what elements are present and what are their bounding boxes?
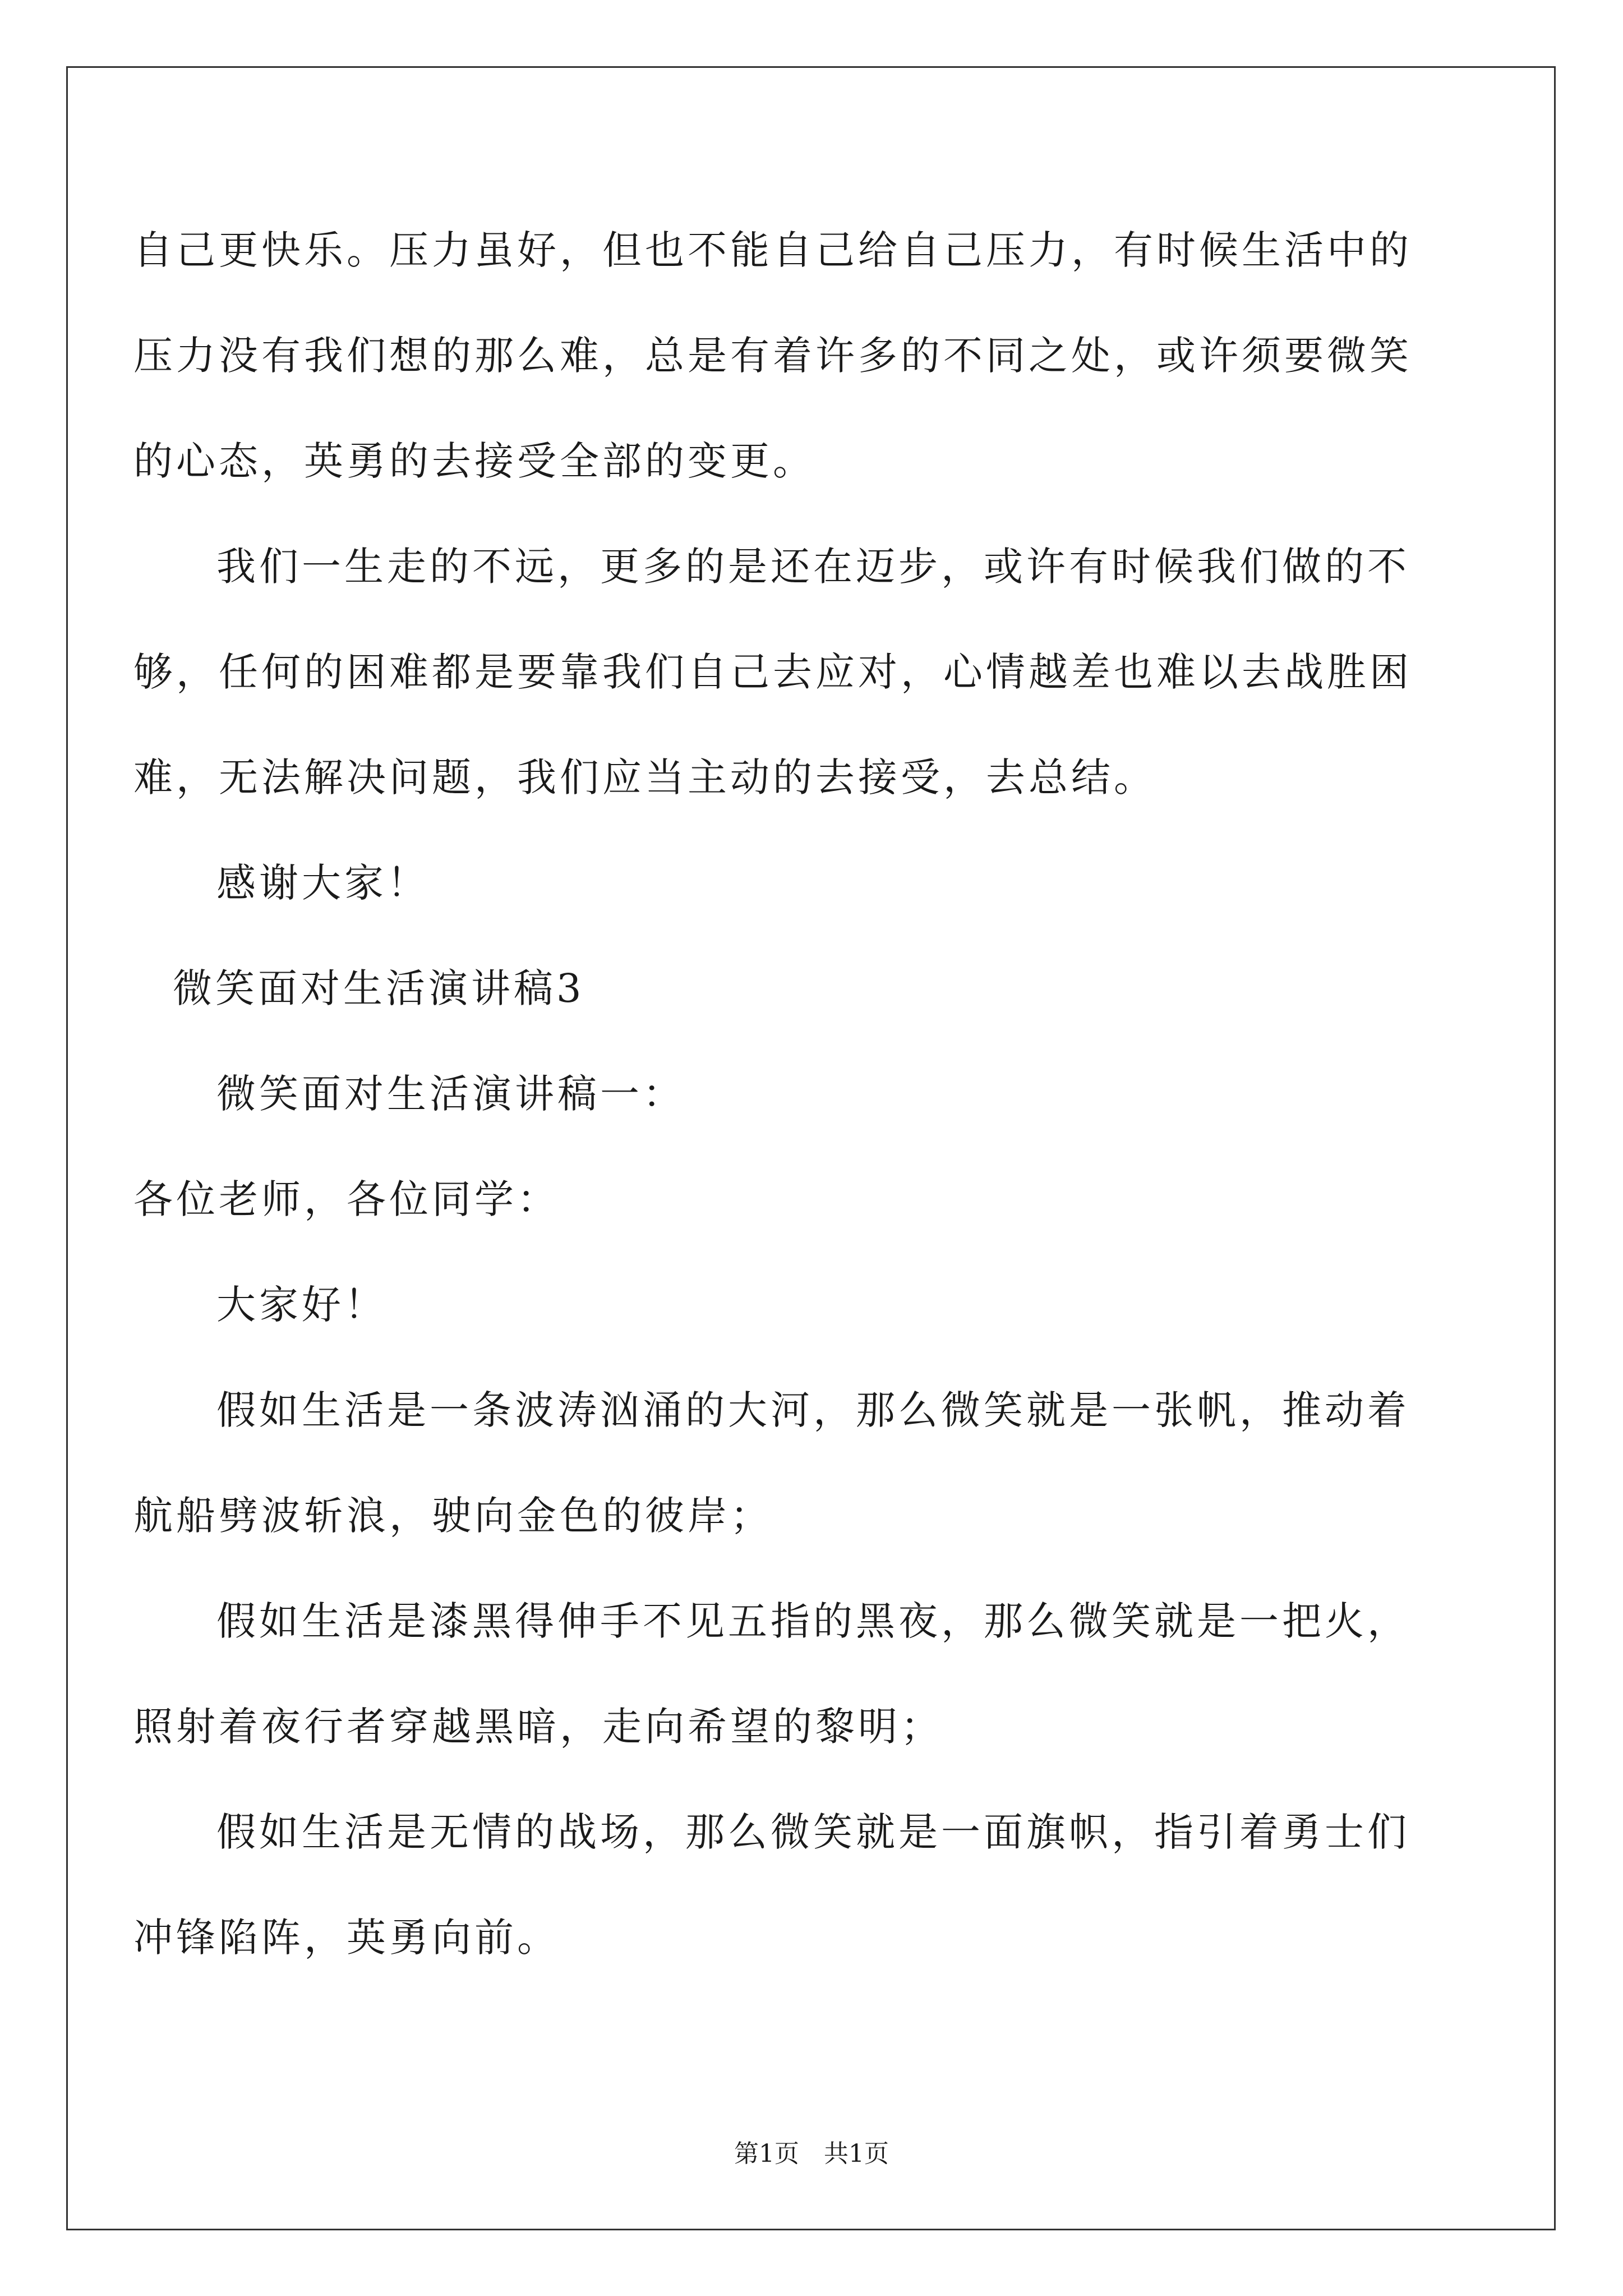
text-line: 难，无法解决问题，我们应当主动的去接受，去总结。	[133, 754, 1156, 800]
text-line: 感谢大家！	[216, 860, 430, 906]
page-number: 第1页 共1页	[734, 2139, 889, 2168]
text-line: 我们一生走的不远，更多的是还在迈步，或许有时候我们做的不	[216, 544, 1410, 590]
text-line: 航船劈波斩浪，驶向金色的彼岸；	[133, 1493, 773, 1539]
text-line: 冲锋陷阵，英勇向前。	[133, 1915, 560, 1961]
section-heading: 微笑面对生活演讲稿3	[173, 965, 585, 1011]
text-line: 够，任何的困难都是要靠我们自己去应对，心情越差也难以去战胜困	[133, 649, 1412, 695]
text-line: 微笑面对生活演讲稿一：	[216, 1071, 685, 1117]
text-line: 假如生活是漆黑得伸手不见五指的黑夜，那么微笑就是一把火，	[216, 1598, 1410, 1644]
text-line: 假如生活是一条波涛汹涌的大河，那么微笑就是一张帆，推动着	[216, 1387, 1410, 1433]
text-line: 压力没有我们想的那么难，总是有着许多的不同之处，或许须要微笑	[133, 333, 1412, 379]
salutation: 各位老师，各位同学：	[133, 1176, 560, 1222]
greeting: 大家好！	[216, 1282, 387, 1328]
text-line: 假如生活是无情的战场，那么微笑就是一面旗帜，指引着勇士们	[216, 1809, 1410, 1855]
page-border	[66, 66, 1556, 2230]
text-line: 的心态，英勇的去接受全部的变更。	[133, 438, 815, 484]
text-line: 自己更快乐。压力虽好，但也不能自己给自己压力，有时候生活中的	[133, 227, 1412, 273]
text-line: 照射着夜行者穿越黑暗，走向希望的黎明；	[133, 1704, 943, 1750]
